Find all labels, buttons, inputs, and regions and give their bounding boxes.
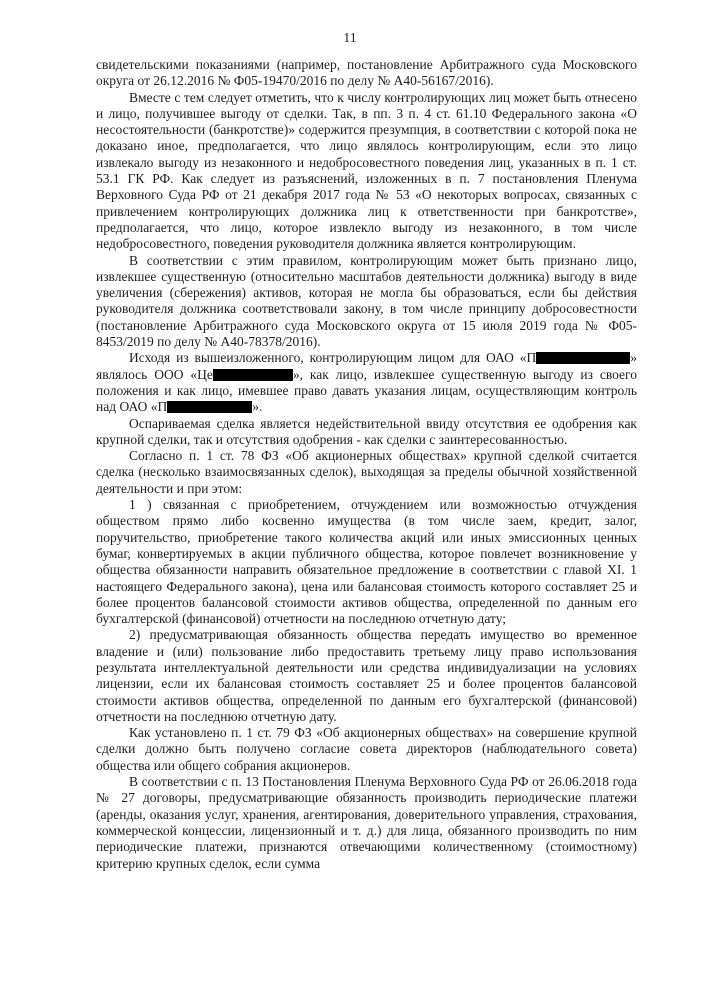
paragraph: Согласно п. 1 ст. 78 ФЗ «Об акционерных обществах» крупной сделкой считается сделка (несколько взаимосвязанных сделок), выходящая за пределы обычной хозяйственной деятельности и при этом: [96, 448, 637, 496]
paragraph: свидетельскими показаниями (например, постановление Арбитражного суда Московского округа от 26.12.2016 № Ф05-19470/2016 по делу № А40-56167/2016). [96, 57, 637, 89]
paragraph: Вместе с тем следует отметить, что к числу контролирующих лиц может быть отнесено и лицо, получившее выгоду от сделки. Так, в пп. 3 п. 4 ст. 61.10 Федерального закона «О несостоятельности (банкротстве)» содержится презумпция, в соответствии с которой пока не доказано иное, предполагается, что лицо являлось контролирующим, если это лицо извлекало выгоду из незаконного и недобросовестного поведения лиц, указанных в п. 1 ст. 53.1 ГК РФ. Как следует из разъяснений, изложенных в п. 7 постановления Пленума Верховного Суда РФ от 21 декабря 2017 года № 53 «О некоторых вопросах, связанных с привлечением контролирующих должника лиц к ответственности при банкротстве», предполагается, что лицо, которое извлекло выгоду из незаконного, в том числе недобросовестного, поведения руководителя должника является контролирующим. [96, 89, 637, 252]
paragraph: Как установлено п. 1 ст. 79 ФЗ «Об акционерных обществах» на совершение крупной сделки должно быть получено согласие совета директоров (наблюдательного совета) общества или общего собрания акционеров. [96, 725, 637, 773]
document-body [96, 57, 637, 872]
paragraph: Исходя из вышеизложенного, контролирующим лицом для ОАО «П » являлось ООО «Це », как лицо, извлекшее существенную выгоду из своего положения и как лицо, имевшее право давать указания лицам, осуществляющим контроль над ОАО «П ». [96, 350, 637, 415]
redaction-bar [536, 352, 630, 364]
redaction-bar [167, 401, 252, 413]
paragraph: Оспариваемая сделка является недействительной ввиду отсутствия ее одобрения как крупной сделки, так и отсутствия одобрения - как сделки с заинтересованностью. [96, 415, 637, 447]
paragraph: 1 ) связанная с приобретением, отчуждением или возможностью отчуждения обществом прямо либо косвенно имущества (в том числе заем, кредит, залог, поручительство, приобретение такого количества акций или иных эмиссионных ценных бумаг, конвертируемых в акции публичного общества, которое повлечет возникновение у общества обязанности направить обязательное предложение в соответствии с главой XI. 1 настоящего Федерального закона), цена или балансовая стоимость которого составляет 25 и более процентов балансовой стоимости активов общества, определенной по данным его бухгалтерской (финансовой) отчетности на последнюю отчетную дату; [96, 497, 637, 627]
page-number: 11 [343, 31, 357, 46]
paragraph: 2) предусматривающая обязанность общества передать имущество во временное владение и (или) пользование либо предоставить третьему лицу право использования результата интеллектуальной деятельности или средства индивидуализации на условиях лицензии, если их балансовая стоимость составляет 25 и более процентов балансовой стоимости активов общества, определенной по данным его бухгалтерской (финансовой) отчетности на последнюю отчетную дату. [96, 627, 637, 724]
paragraph: В соответствии с п. 13 Постановления Пленума Верховного Суда РФ от 26.06.2018 года № 27 договоры, предусматривающие обязанность производить периодические платежи (аренды, оказания услуг, хранения, агентирования, доверительного управления, страхования, коммерческой концессии, лицензионный и т. д.) для лица, обязанного производить по ним периодические платежи, признаются отвечающими количественному (стоимостному) критерию крупных сделок, если сумма [96, 774, 637, 871]
redaction-bar [213, 369, 293, 381]
paragraph: В соответствии с этим правилом, контролирующим может быть признано лицо, извлекшее существенную (относительно масштабов деятельности должника) выгоду в виде увеличения (сбережения) активов, которая не могла бы образоваться, если бы действия руководителя должника соответствовали закону, в том числе принципу добросовестности (постановление Арбитражного суда Московского округа от 15 июля 2019 года № Ф05-8453/2019 по делу № А40-78378/2016). [96, 252, 637, 350]
